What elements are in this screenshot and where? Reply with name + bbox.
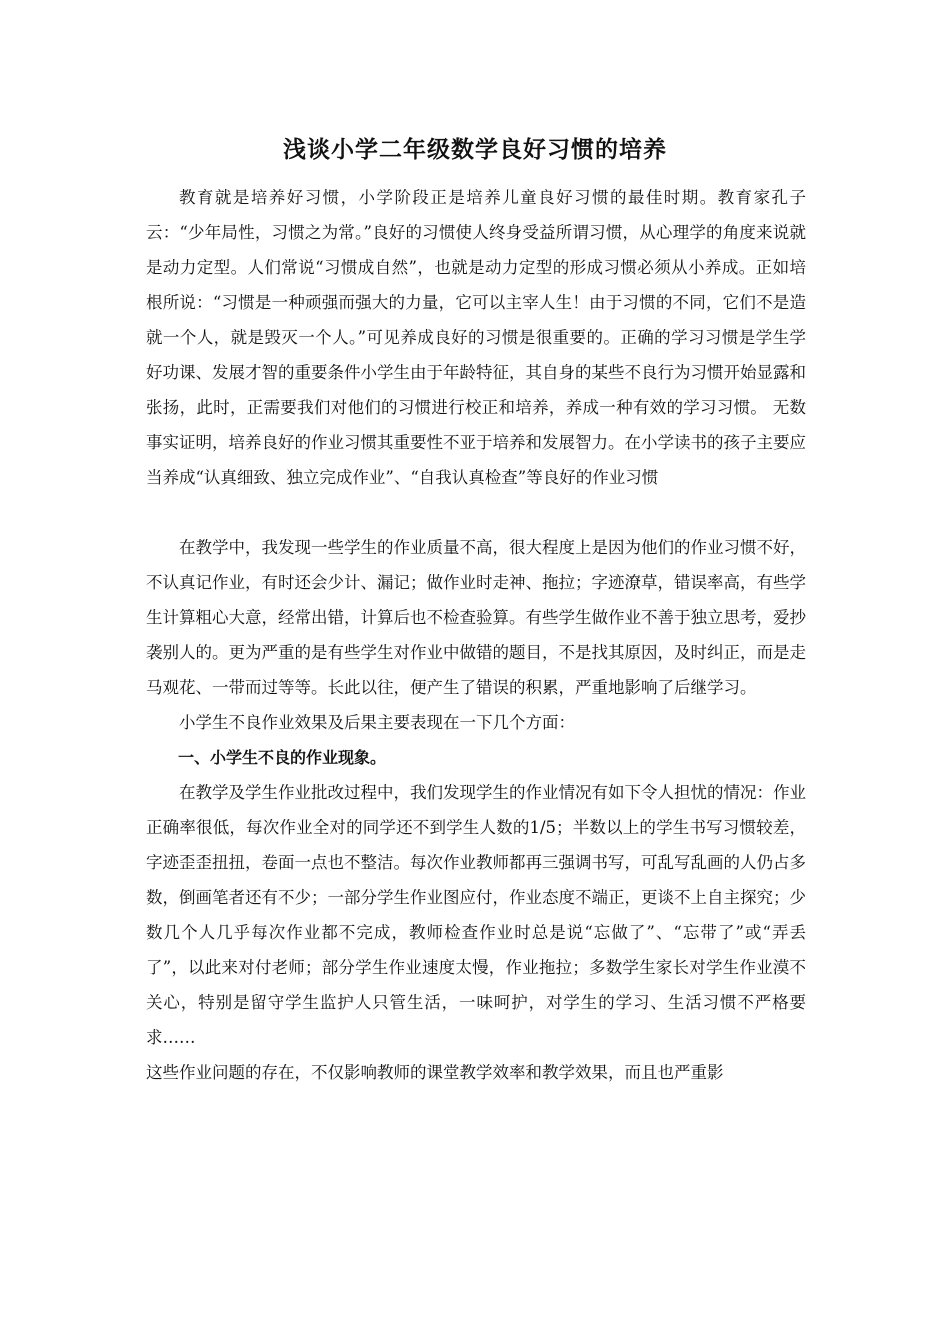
paragraph-gap: [146, 495, 806, 530]
document-body: [146, 180, 806, 1090]
paragraph-continued: 这些作业问题的存在，不仅影响教师的课堂教学效率和教学效果，而且也严重影: [146, 1063, 724, 1082]
paragraph-intro: 教育就是培养好习惯，小学阶段正是培养儿童良好习惯的最佳时期。教育家孔子云：“少年局性，习惯之为常。”良好的习惯使人终身受益所谓习惯，从心理学的角度来说就是动力定型。人们常说“习惯成自然”，也就是动力定型的形成习惯必须从小养成。正如培根所说：“习惯是一种顽强而强大的力量，它可以主宰人生！由于习惯的不同，它们不是造就一个人，就是毁灭一个人。”可见养成良好的习惯是很重要的。正确的学习习惯是学生学好功课、发展才智的重要条件小学生由于年龄特征，其自身的某些不良行为习惯开始显露和张扬，此时，正需要我们对他们的习惯进行校正和培养，养成一种有效的学习习惯。 无数事实证明，培养良好的作业习惯其重要性不亚于培养和发展智力。在小学读书的孩子主要应当养成“认真细致、独立完成作业”、“自我认真检查”等良好的作业习惯: [146, 188, 806, 487]
paragraph-lead-in: 小学生不良作业效果及后果主要表现在一下几个方面：: [179, 713, 575, 732]
document-title: 浅谈小学二年级数学良好习惯的培养: [283, 136, 667, 163]
paragraph-phenomena: 在教学及学生作业批改过程中，我们发现学生的作业情况有如下令人担忧的情况：作业正确率很低，每次作业全对的同学还不到学生人数的1/5；半数以上的学生书写习惯较差，字迹歪歪扭扭，卷面一点也不整洁。每次作业教师都再三强调书写，可乱写乱画的人仍占多数，倒画笔者还有不少；一部分学生作业图应付，作业态度不端正，更谈不上自主探究；少数几个人几乎每次作业都不完成，教师检查作业时总是说“忘做了”、“忘带了”或“弄丢了”，以此来对付老师；部分学生作业速度太慢，作业拖拉；多数学生家长对学生作业漠不关心，特别是留守学生监护人只管生活，一味呵护，对学生的学习、生活习惯不严格要求……: [146, 783, 806, 1047]
section-heading: 一、小学生不良的作业现象。: [178, 748, 387, 767]
paragraph-problems: 在教学中，我发现一些学生的作业质量不高，很大程度上是因为他们的作业习惯不好，不认真记作业，有时还会少计、漏记；做作业时走神、拖拉；字迹潦草，错误率高，有些学生计算粗心大意，经常出错，计算后也不检查验算。有些学生做作业不善于独立思考，爱抄袭别人的。更为严重的是有些学生对作业中做错的题目，不是找其原因，及时纠正，而是走马观花、一带而过等等。长此以往，便产生了错误的积累，严重地影响了后继学习。: [146, 538, 806, 697]
